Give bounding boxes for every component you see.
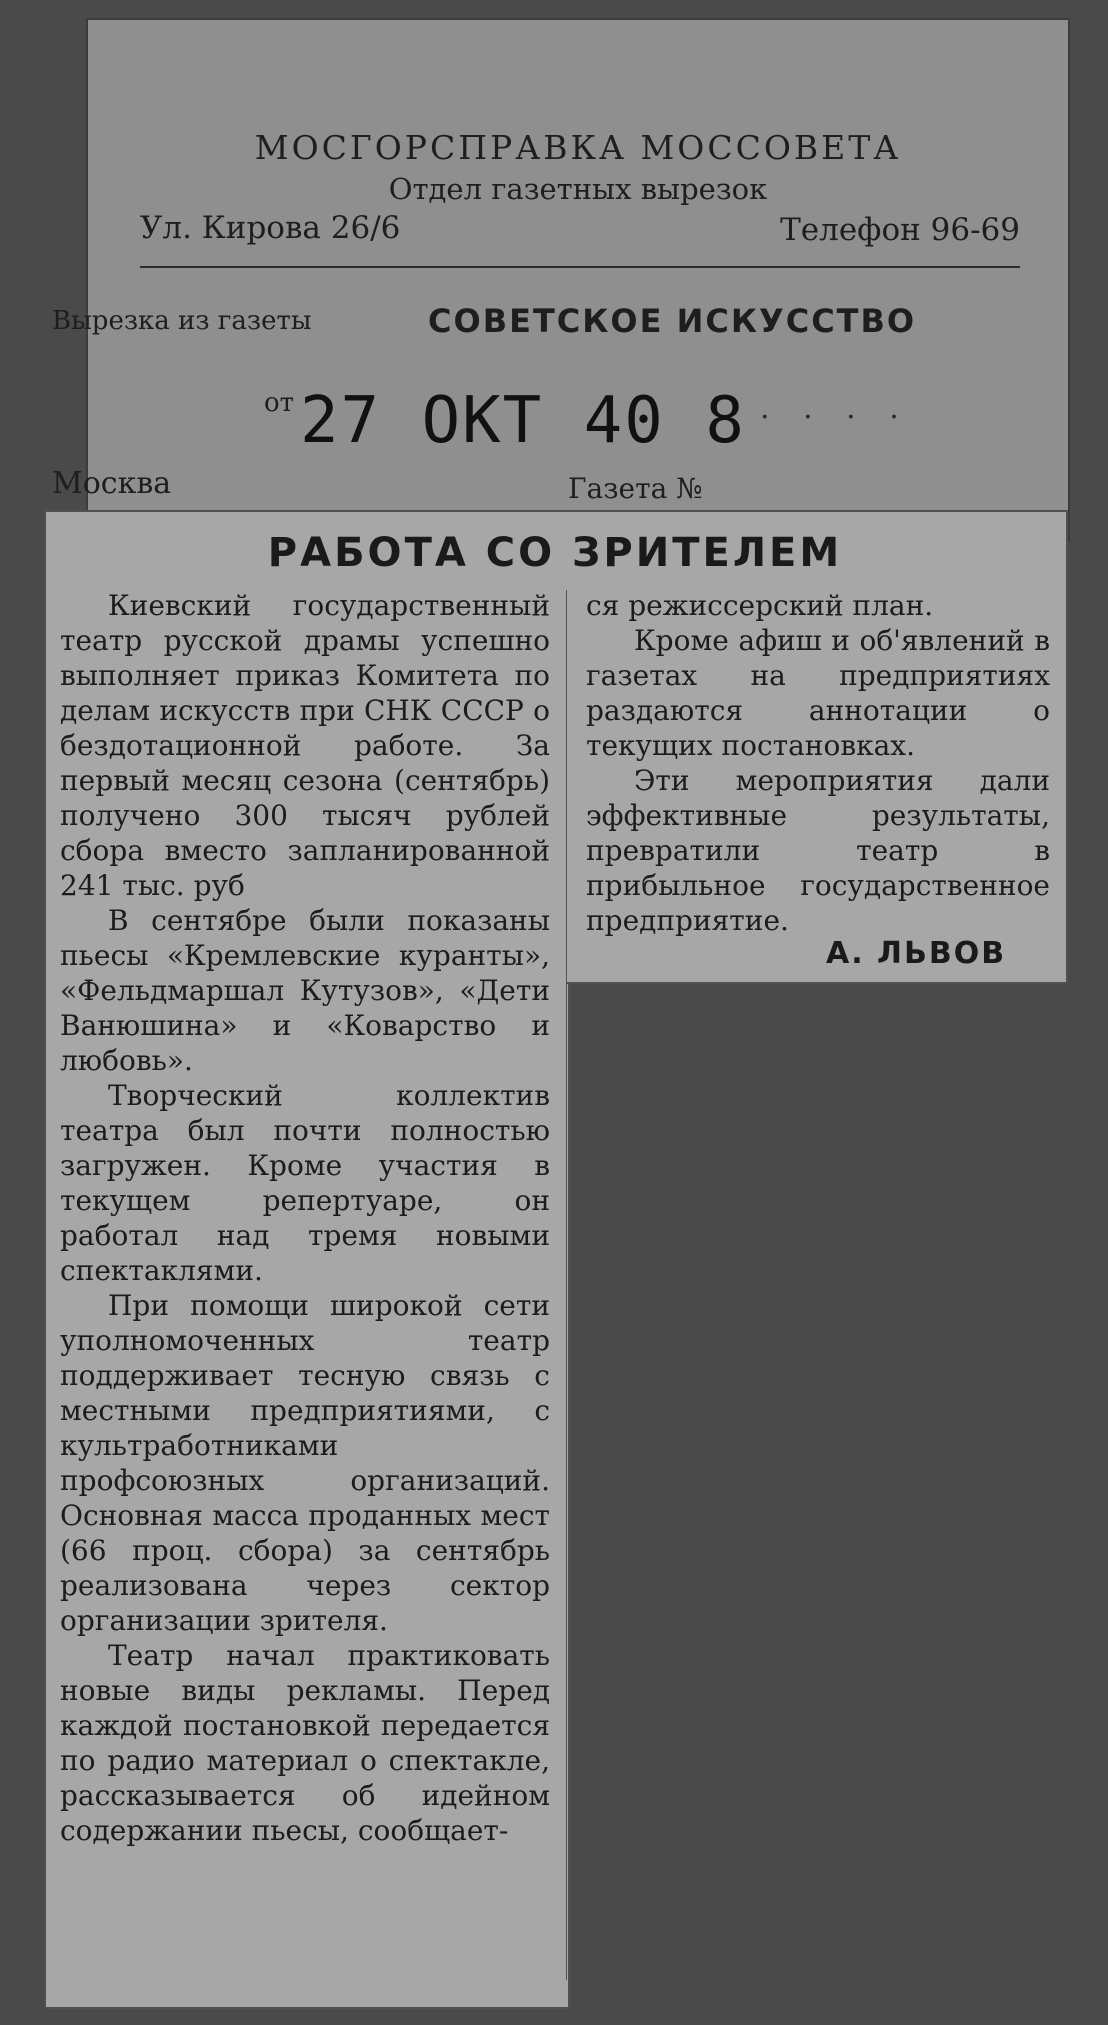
article-paragraph-continuation: ся режиссерский план. [586, 589, 934, 622]
date-stamp: 27 ОКТ 40 8 [300, 384, 746, 458]
article-paragraph: Театр начал практиковать новые виды рекламы. Перед каждой постановкой передается по радио материал о спектакле, рассказывается об идейном содержании пьесы, сообщает- [60, 1639, 550, 1847]
article-right-column [586, 588, 1050, 938]
slip-phone: Телефон 96-69 [780, 212, 1020, 248]
newspaper-name: СОВЕТСКОЕ ИСКУССТВО [428, 302, 917, 340]
article-paragraph: Эти мероприятия дали эффективные результаты, превратили театр в прибыльное государственное предприятие. [586, 764, 1050, 937]
slip-title: МОСГОРСПРАВКА МОССОВЕТА [254, 128, 902, 167]
slip-address: Ул. Кирова 26/6 [140, 210, 401, 246]
clipping-service-slip [86, 18, 1070, 542]
article-paragraph: При помощи широкой сети уполномоченных театр поддерживает тесную связь с местными предприятиями, с культработниками профсоюзных организаций. Основная масса проданных мест (66 проц. сбора) за сентябрь реализована через сектор организации зрителя. [60, 1289, 550, 1637]
article-left-column [60, 588, 550, 1848]
slip-subtitle: Отдел газетных вырезок [388, 172, 768, 206]
gazette-number-label: Газета № [568, 472, 703, 505]
article-paragraph: В сентябре были показаны пьесы «Кремлевские куранты», «Фельдмаршал Кутузов», «Дети Ванюшина» и «Коварство и любовь». [60, 904, 550, 1077]
article-author: А. ЛЬВОВ [826, 936, 1007, 971]
dotted-leader: · · · · [760, 400, 911, 435]
slip-divider [140, 266, 1020, 268]
article-headline: РАБОТА СО ЗРИТЕЛЕМ [267, 530, 843, 576]
article-paragraph: Кроме афиш и об'явлений в газетах на предприятиях раздаются аннотации о текущих постановках. [586, 624, 1050, 762]
slip-city: Москва [52, 466, 172, 501]
column-separator [566, 590, 567, 1980]
date-prefix: от [264, 388, 295, 418]
article-paragraph: Творческий коллектив театра был почти полностью загружен. Кроме участия в текущем репертуаре, он работал над тремя новыми спектаклями. [60, 1079, 550, 1287]
cutting-label: Вырезка из газеты [52, 306, 312, 336]
article-paragraph: Киевский государственный театр русской драмы успешно выполняет приказ Комитета по делам искусств при СНК СССР о бездотационной работе. За первый месяц сезона (сентябрь) получено 300 тысяч рублей сбора вместо запланированной 241 тыс. руб [60, 589, 550, 902]
